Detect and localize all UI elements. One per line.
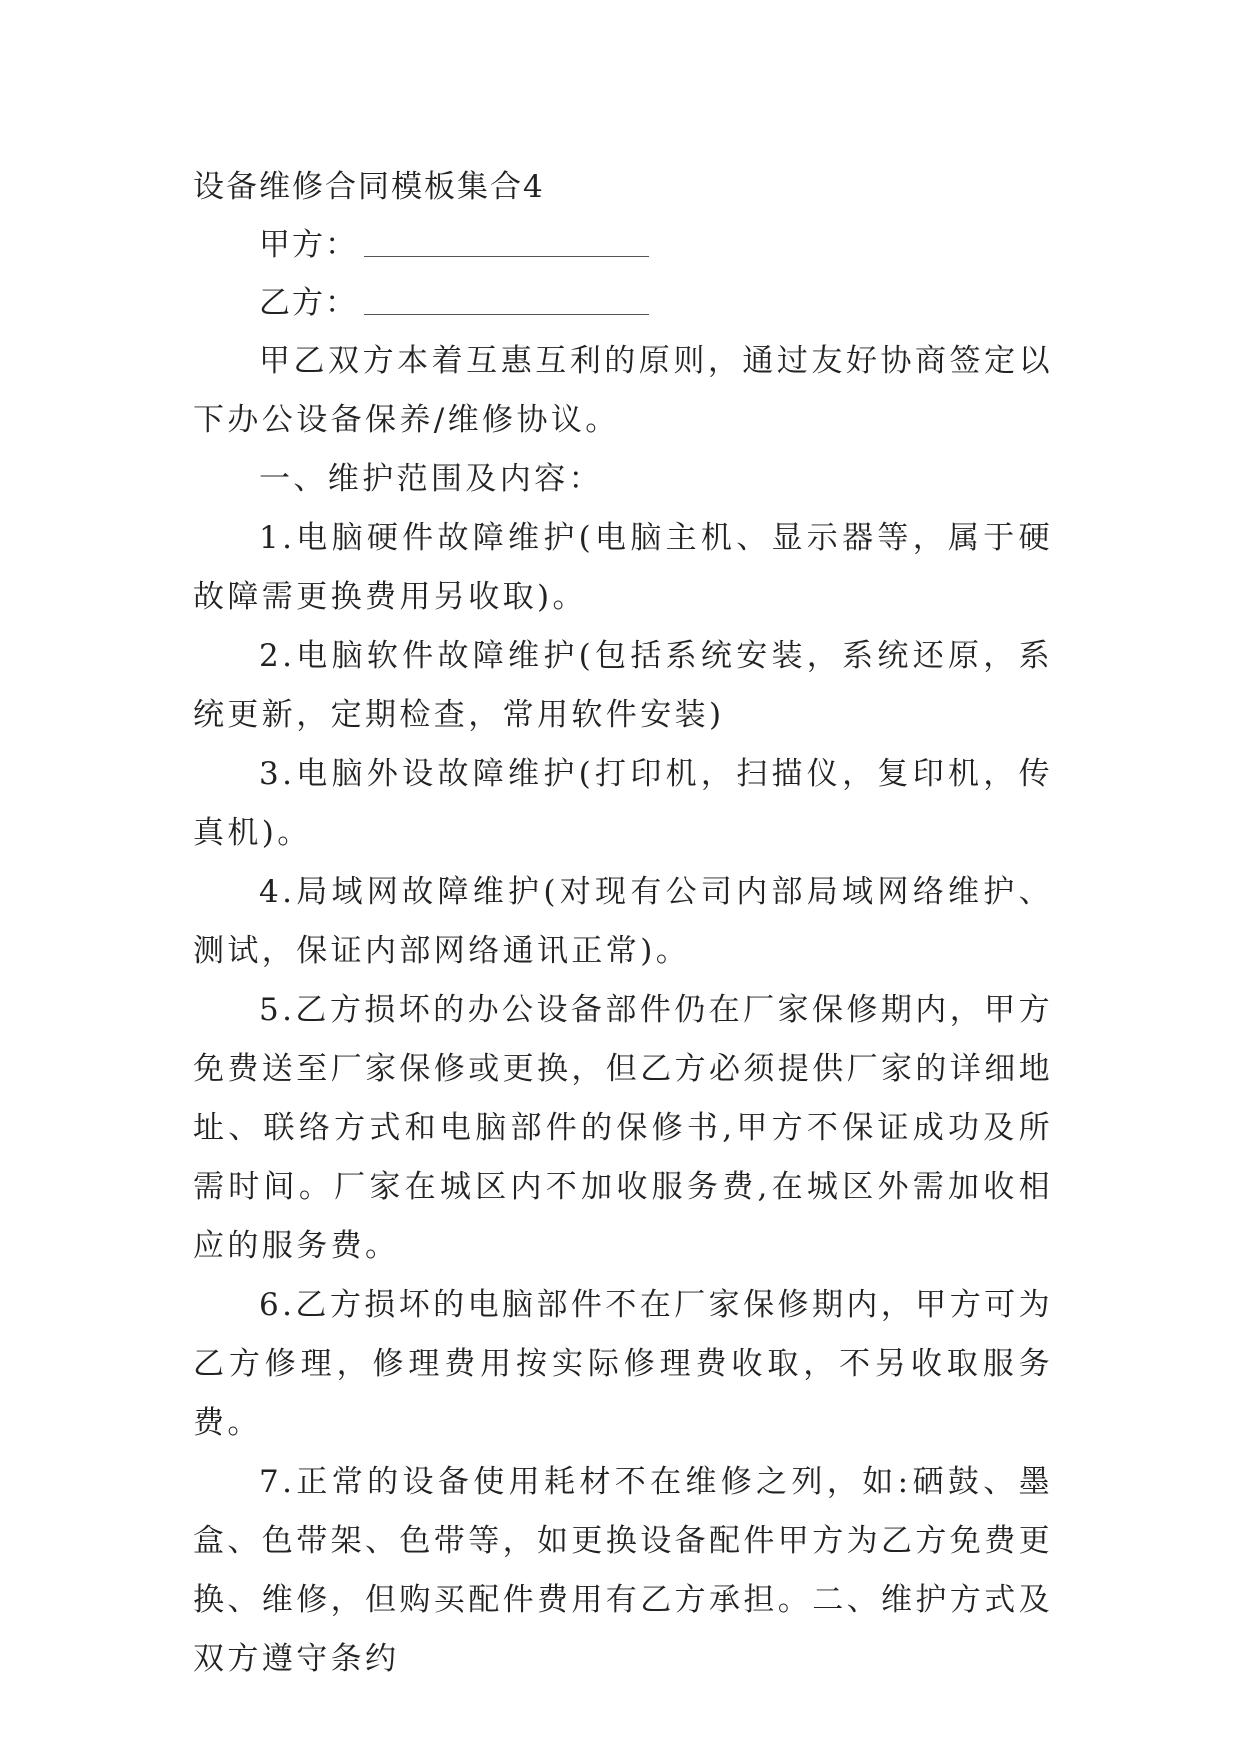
clause-item: 6.乙方损坏的电脑部件不在厂家保修期内，甲方可为乙方修理，修理费用按实际修理费收取，不另收取服务费。	[193, 1287, 1053, 1441]
clause-item: 7.正常的设备使用耗材不在维修之列，如:硒鼓、墨盒、色带架、色带等，如更换设备配件甲方为乙方免费更换、维修，但购买配件费用有乙方承担。二、维护方式及双方遵守条约	[193, 1464, 1053, 1677]
intro-paragraph: 甲乙双方本着互惠互利的原则，通过友好协商签定以下办公设备保养/维修协议。	[193, 343, 1053, 438]
clause-item: 5.乙方损坏的办公设备部件仍在厂家保修期内，甲方免费送至厂家保修或更换，但乙方必须提供厂家的详细地址、联络方式和电脑部件的保修书,甲方不保证成功及所需时间。厂家在城区内不加收服务费,在城区外需加收相应的服务费。	[193, 992, 1053, 1264]
party-a-line	[193, 216, 1053, 274]
party-b-blank	[364, 284, 649, 315]
document-title: 设备维修合同模板集合4	[193, 169, 545, 205]
clause-item: 3.电脑外设故障维护(打印机，扫描仪，复印机，传真机)。	[193, 756, 1053, 851]
clause-item: 1.电脑硬件故障维护(电脑主机、显示器等，属于硬故障需更换费用另收取)。	[193, 520, 1053, 615]
clause-item: 2.电脑软件故障维护(包括系统安装，系统还原，系统更新，定期检查，常用软件安装)	[193, 638, 1053, 733]
clause-item: 4.局域网故障维护(对现有公司内部局域网络维护、测试，保证内部网络通讯正常)。	[193, 874, 1053, 969]
party-a-label: 甲方：	[259, 227, 358, 263]
document-page	[193, 158, 1053, 1689]
party-b-line	[193, 274, 1053, 332]
party-a-blank	[364, 226, 649, 257]
section-heading: 一、维护范围及内容：	[259, 461, 603, 497]
party-b-label: 乙方：	[259, 285, 358, 321]
